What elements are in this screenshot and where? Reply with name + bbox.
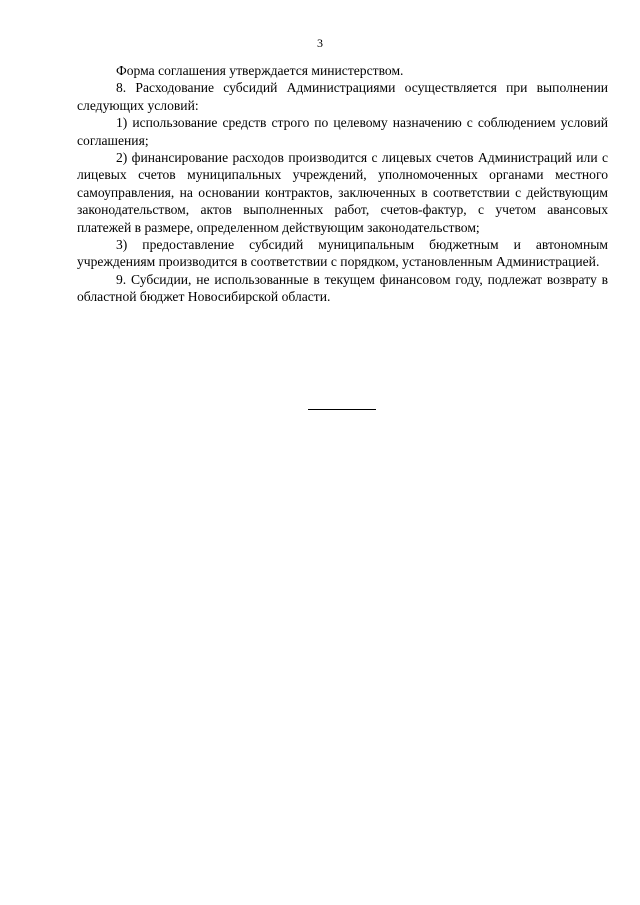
paragraph-agreement-form: Форма соглашения утверждается министерством.: [116, 63, 404, 78]
paragraph-condition-1: 1) использование средств строго по целевому назначению с соблюдением условий соглашения;: [77, 115, 608, 148]
document-body: [77, 62, 608, 306]
paragraph-condition-2: 2) финансирование расходов производится с лицевых счетов Администраций или с лицевых счетов муниципальных учреждений, уполномоченных органами местного самоуправления, на основании контрактов, заключенных в соответствии с действующим законодательством, актов выполненных работ, счетов-фактур, с учетом авансовых платежей в размере, определенном действующим законодательством;: [77, 150, 608, 235]
paragraph-item-9: 9. Субсидии, не использованные в текущем финансовом году, подлежат возврату в областной бюджет Новосибирской области.: [77, 271, 608, 305]
paragraph-condition-3: 3) предоставление субсидий муниципальным бюджетным и автономным учреждениям производится в соответствии с порядком, установленным Администрацией.: [77, 237, 608, 270]
end-of-document-line: [308, 409, 376, 410]
page-number: 3: [317, 36, 323, 50]
paragraph-item-8: 8. Расходование субсидий Администрациями осуществляется при выполнении следующих условий:: [77, 80, 608, 113]
